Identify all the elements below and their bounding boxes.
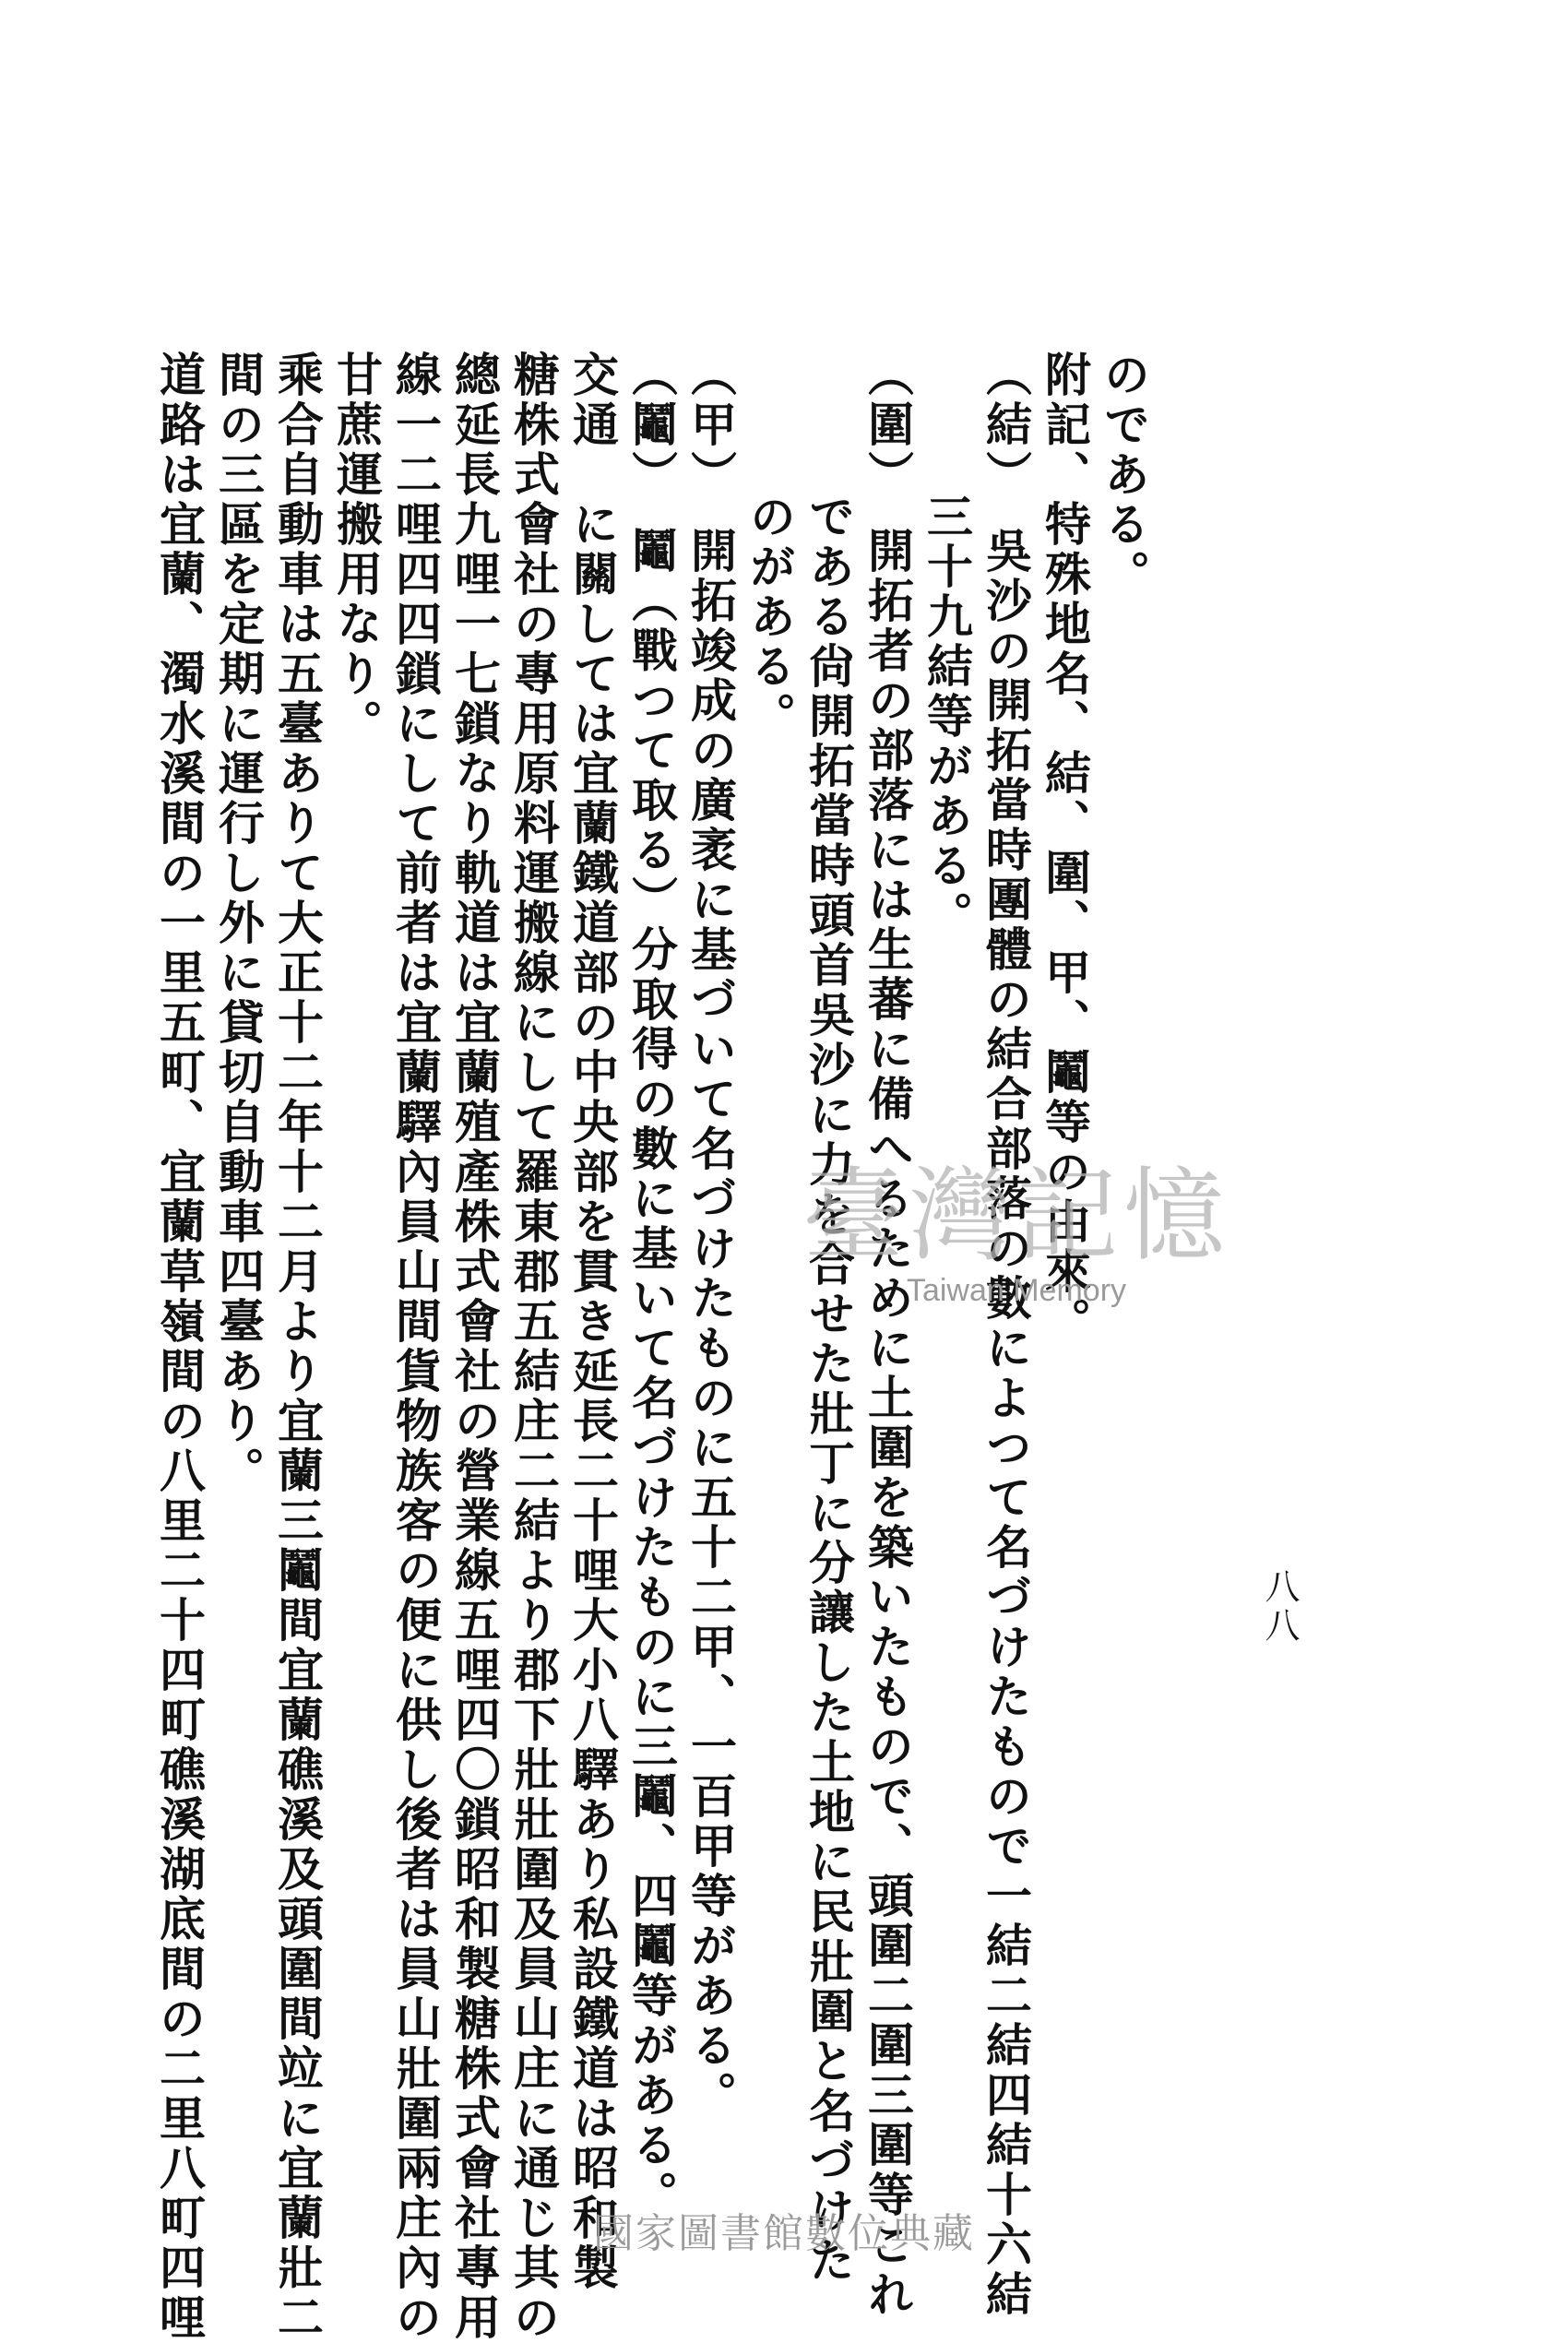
text-line: 道路は宜蘭、濁水溪間の一里五町、宜蘭草嶺間の八里二十四町礁溪湖底間の二里八町四哩 [152,351,207,2343]
text-line: 乘合自動車は五臺ありて大正十二年十二月より宜蘭三鬮間宜蘭礁溪及頭圍間竝に宜蘭壯二 [270,351,325,2343]
text-line: 糖株式會社の專用原料運搬線にして羅東郡五結庄二結より郡下壯壯圍及員山庄に通じ其の [506,351,561,2343]
text-line: （鬮） 鬮（戰つて取る）分取得の數に基いて名づけたものに三鬮、四鬮等がある。 [624,351,679,2220]
taiwan-memory-watermark [802,1135,1230,1309]
text-line: 附記、特殊地名、結、圍、甲、鬮等の由來。 [1038,351,1092,1347]
text-line: である尙開拓當時頭首吳沙に力を合せた壯丁に分讓した土地に民壯圍と名づけた [802,493,856,2286]
text-line: （結） 吳沙の開拓當時團體の結合部落の數によつて名づけたもので一結二結四結十六結 [979,351,1033,2320]
text-line: のである。 [1097,351,1151,600]
page-number: 八八 [1259,1568,1300,1646]
text-line: 交通 に關しては宜蘭鐵道部の中央部を貫き延長二十哩大小八驛あり私設鐵道は昭和製 [565,351,620,2293]
watermark-subtitle: Taiwan Memory [906,1273,1127,1308]
text-line: 總延長九哩一七鎖なり軌道は宜蘭殖產株式會社の營業線五哩四〇鎖昭和製糖株式會社專用 [447,351,502,2343]
text-line: 線一二哩四四鎖にして前者は宜蘭驛內員山間貨物族客の便に供し後者は員山壯圍兩庄內の [388,351,443,2343]
text-line: のがある。 [742,493,797,742]
footer-source-label: 國家圖書館數位典藏 [593,2210,975,2257]
text-line: 三十九結等がある。 [920,493,974,941]
text-line: 間の三區を定期に運行し外に貸切自動車四臺あり。 [211,351,266,1496]
watermark-chars: 臺灣記憶 [802,1157,1230,1275]
text-line: （甲） 開拓竣成の廣袤に基づいて名づけたものに五十二甲、一百甲等がある。 [683,351,738,2121]
text-line: （圍） 開拓者の部落には生蕃に備へるために土圍を築いたもので、頭圍二圍三圍等これ [861,351,915,2320]
text-line: 甘蔗運搬用なり。 [329,351,384,749]
